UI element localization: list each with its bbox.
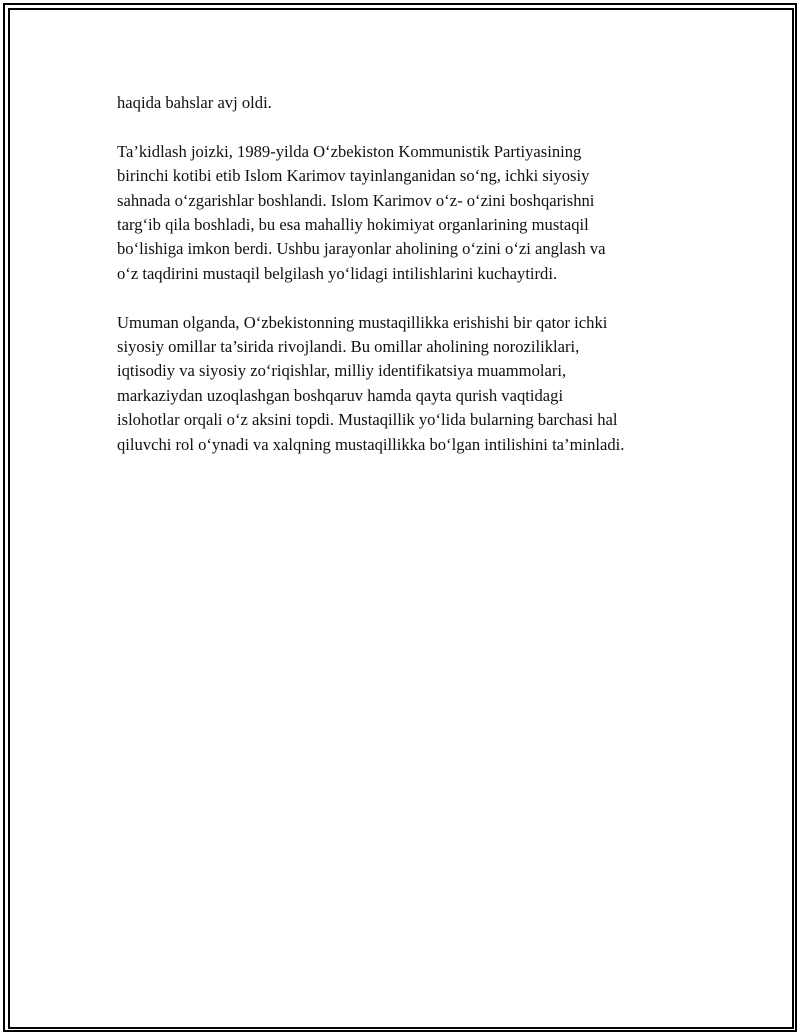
text-line: islohotlar orqali o‘z aksini topdi. Mustaqillik yo‘lida bularning barchasi hal xyxy=(117,410,618,430)
paragraph-3 xyxy=(117,311,707,457)
text-line: qiluvchi rol o‘ynadi va xalqning mustaqillikka bo‘lgan intilishini ta’minladi. xyxy=(117,434,625,454)
text-line: sahnada o‘zgarishlar boshlandi. Islom Karimov o‘z- o‘zini boshqarishni xyxy=(117,190,595,210)
text-line: iqtisodiy va siyosiy zo‘riqishlar, milliy identifikatsiya muammolari, xyxy=(117,361,567,381)
text-line: Umuman olganda, O‘zbekistonning mustaqillikka erishishi bir qator ichki xyxy=(117,312,608,332)
text-line: markaziydan uzoqlashgan boshqaruv hamda qayta qurish vaqtidagi xyxy=(117,385,564,405)
text-line: o‘z taqdirini mustaqil belgilash yo‘lidagi intilishlarini kuchaytirdi. xyxy=(117,263,558,283)
text-line: haqida bahslar avj oldi. xyxy=(117,93,272,112)
text-line: siyosiy omillar ta’sirida rivojlandi. Bu omillar aholining noroziliklari, xyxy=(117,337,580,357)
text-line: targ‘ib qila boshladi, bu esa mahalliy hokimiyat organlarining mustaqil xyxy=(117,215,589,235)
text-line: bo‘lishiga imkon berdi. Ushbu jarayonlar aholining o‘zini o‘zi anglash va xyxy=(117,239,606,259)
text-line: birinchi kotibi etib Islom Karimov tayinlanganidan so‘ng, ichki siyosiy xyxy=(117,166,590,186)
document-body xyxy=(117,91,707,481)
paragraph-2 xyxy=(117,140,707,286)
text-line: Ta’kidlash joizki, 1989-yilda O‘zbekiston Kommunistik Partiyasining xyxy=(117,141,582,161)
paragraph-1 xyxy=(117,91,707,115)
